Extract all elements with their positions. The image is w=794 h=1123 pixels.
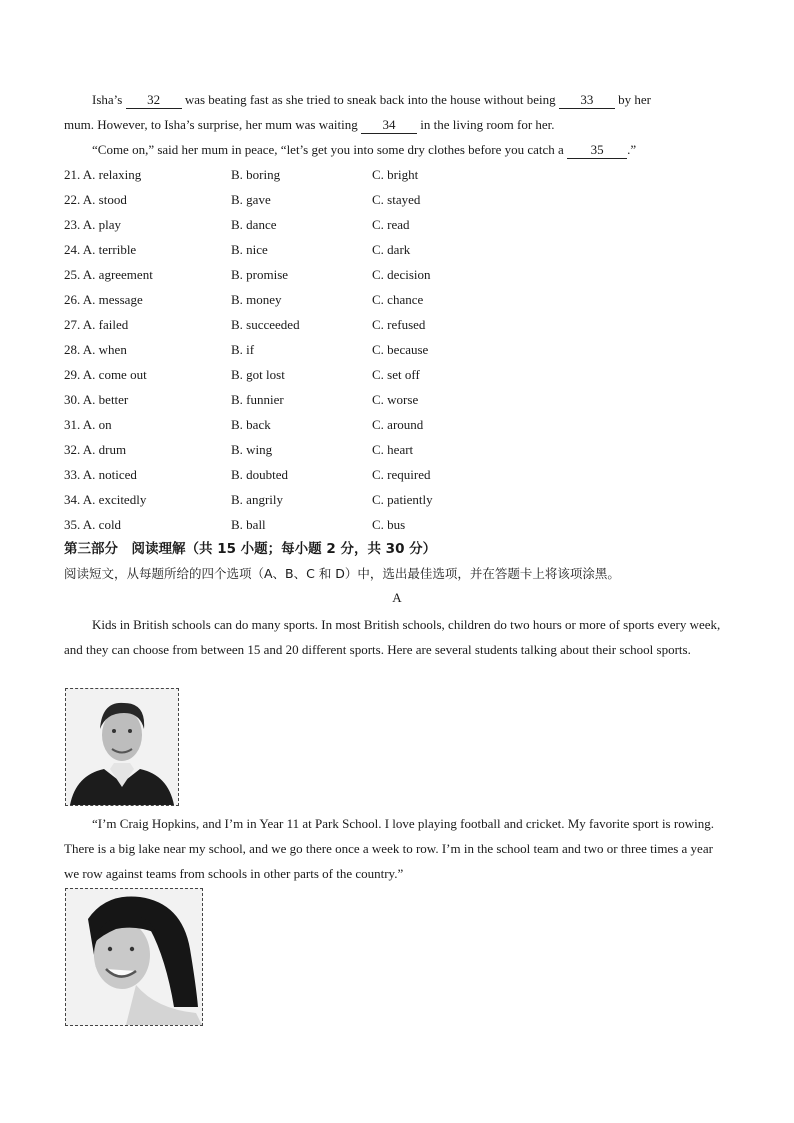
option-b: B. got lost — [231, 367, 285, 382]
cloze-passage-end — [64, 87, 724, 162]
photo-girl — [65, 888, 203, 1026]
craig-paragraph: “I’m Craig Hopkins, and I’m in Year 11 at Park School. I love playing football and cricket. My favorite sport is rowing. There is a big lake near my school, and we go there once a week to row. I’m in the school team and two or three times a year we row against teams from schools in other parts of the country.” — [64, 816, 714, 881]
option-row — [64, 362, 484, 387]
option-c: C. worse — [372, 392, 419, 407]
option-c: C. bus — [372, 517, 406, 532]
option-b: B. if — [231, 342, 255, 357]
option-row — [64, 387, 484, 412]
option-row — [64, 412, 484, 437]
option-b: B. gave — [231, 192, 271, 207]
option-row — [64, 337, 484, 362]
blank-33: 33 — [559, 92, 615, 109]
option-row — [64, 312, 484, 337]
option-b: B. ball — [231, 517, 266, 532]
part3-title: 第三部分 阅读理解（共 15 小题；每小题 2 分，共 30 分） — [64, 541, 437, 557]
option-c: C. set off — [372, 367, 420, 382]
option-row — [64, 212, 484, 237]
option-a: 24. A. terrible — [64, 242, 137, 257]
option-a: 29. A. come out — [64, 367, 147, 382]
option-row — [64, 162, 484, 187]
photo-craig — [65, 688, 179, 806]
option-row — [64, 287, 484, 312]
option-c: C. because — [372, 342, 429, 357]
option-c: C. around — [372, 417, 424, 432]
option-a: 34. A. excitedly — [64, 492, 147, 507]
option-c: C. decision — [372, 267, 431, 282]
option-row — [64, 237, 484, 262]
option-c: C. dark — [372, 242, 411, 257]
option-c: C. read — [372, 217, 410, 232]
option-b: B. nice — [231, 242, 268, 257]
cloze-text: by her — [618, 92, 651, 107]
option-c: C. bright — [372, 167, 419, 182]
option-c: C. heart — [372, 442, 414, 457]
option-a: 26. A. message — [64, 292, 143, 307]
option-a: 28. A. when — [64, 342, 127, 357]
option-a: 31. A. on — [64, 417, 112, 432]
cloze-text: mum. However, to Isha’s surprise, her mum was waiting — [64, 117, 358, 132]
cloze-text: .” — [627, 142, 637, 157]
option-b: B. promise — [231, 267, 289, 282]
option-row — [64, 512, 484, 537]
blank-32: 32 — [126, 92, 182, 109]
option-b: B. doubted — [231, 467, 289, 482]
options-list — [64, 162, 484, 537]
option-b: B. back — [231, 417, 271, 432]
intro-paragraph: Kids in British schools can do many sports. In most British schools, children do two hours or more of sports every week, and they can choose from between 15 and 20 different sports. Here are several students talking about their school sports. — [64, 617, 721, 657]
option-a: 27. A. failed — [64, 317, 129, 332]
option-c: C. chance — [372, 292, 424, 307]
blank-35: 35 — [567, 142, 627, 159]
part3-instruction: 阅读短文，从每题所给的四个选项（A、B、C 和 D）中，选出最佳选项，并在答题卡上将该项涂黑。 — [64, 566, 620, 581]
option-b: B. funnier — [231, 392, 284, 407]
option-b: B. money — [231, 292, 282, 307]
option-c: C. required — [372, 467, 431, 482]
cloze-text: was beating fast as she tried to sneak back into the house without being — [184, 92, 556, 107]
option-a: 33. A. noticed — [64, 467, 137, 482]
option-row — [64, 462, 484, 487]
blank-34: 34 — [361, 117, 417, 134]
option-c: C. refused — [372, 317, 426, 332]
option-b: B. angrily — [231, 492, 283, 507]
option-a: 23. A. play — [64, 217, 122, 232]
option-row — [64, 262, 484, 287]
cloze-text: Isha’s — [92, 92, 123, 107]
cloze-text: in the living room for her. — [420, 117, 555, 132]
option-a: 35. A. cold — [64, 517, 122, 532]
option-a: 25. A. agreement — [64, 267, 153, 282]
option-b: B. boring — [231, 167, 281, 182]
option-a: 21. A. relaxing — [64, 167, 142, 182]
option-a: 22. A. stood — [64, 192, 127, 207]
option-row — [64, 437, 484, 462]
option-a: 32. A. drum — [64, 442, 127, 457]
option-b: B. wing — [231, 442, 273, 457]
option-c: C. stayed — [372, 192, 421, 207]
cloze-text: “Come on,” said her mum in peace, “let’s get you into some dry clothes before you catch a — [92, 142, 564, 157]
section-label: A — [392, 590, 402, 605]
option-b: B. dance — [231, 217, 277, 232]
option-row — [64, 487, 484, 512]
option-row — [64, 187, 484, 212]
option-c: C. patiently — [372, 492, 433, 507]
option-b: B. succeeded — [231, 317, 300, 332]
option-a: 30. A. better — [64, 392, 129, 407]
